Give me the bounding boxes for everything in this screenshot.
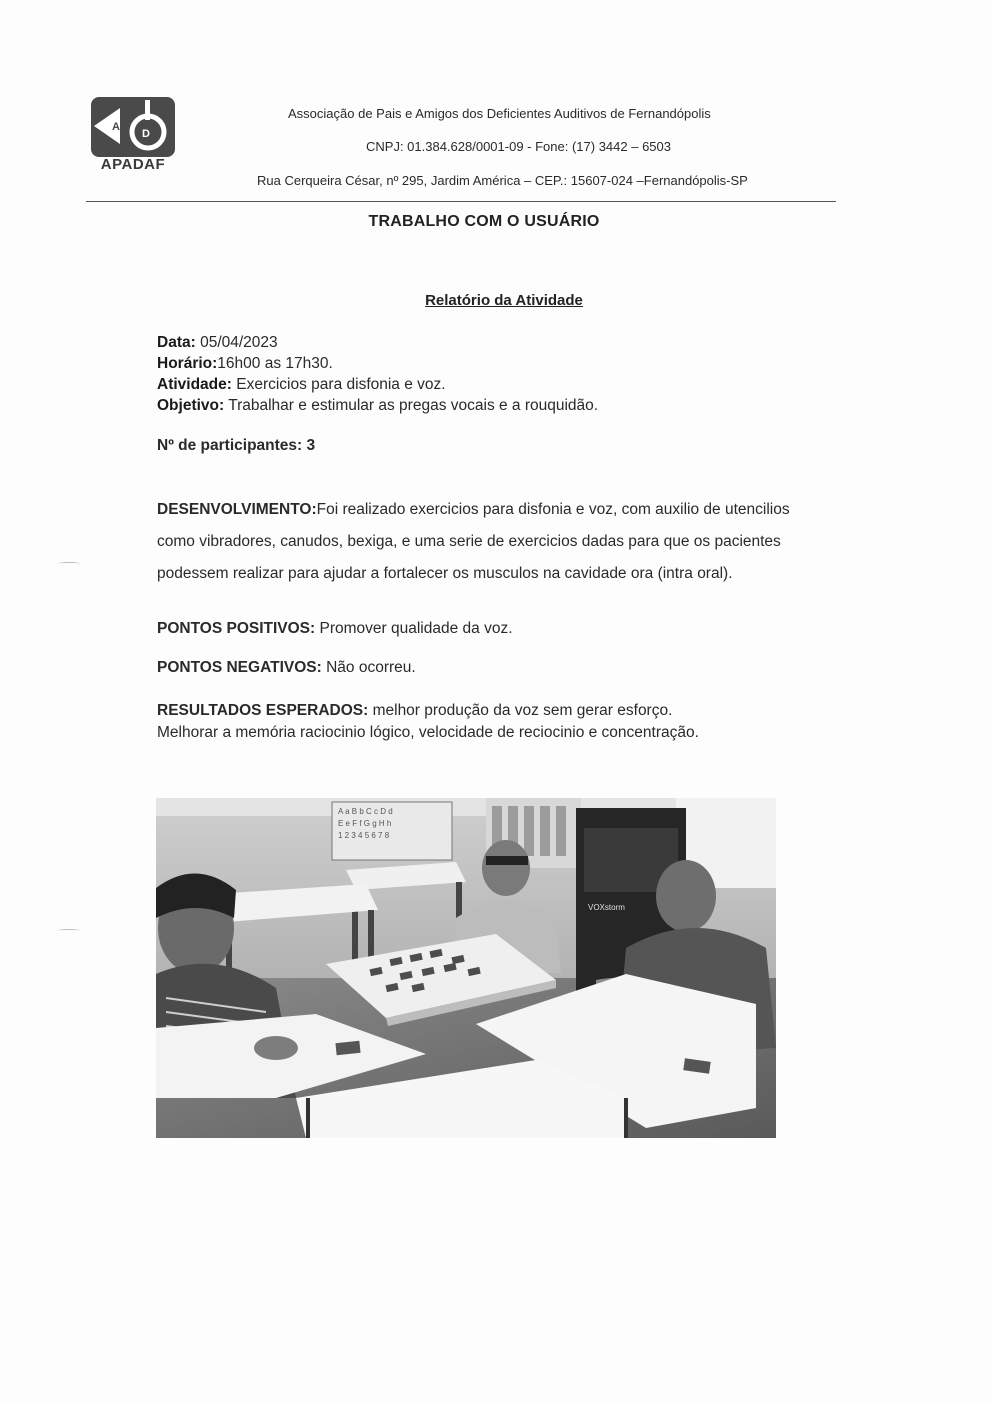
svg-text:A a B b C c D d: A a B b C c D d [338, 807, 393, 816]
development-line-2: como vibradores, canudos, bexiga, e uma serie de exercicios dadas para que os pacientes [157, 533, 781, 550]
participants-count: Nº de participantes: 3 [157, 437, 316, 454]
svg-text:E e F f G g H h: E e F f G g H h [338, 819, 392, 828]
activity-value: Exercicios para disfonia e voz. [231, 376, 446, 393]
apadaf-logo-mark [90, 96, 176, 158]
time-value: 16h00 as 17h30. [217, 355, 333, 372]
date-value: 05/04/2023 [195, 334, 278, 351]
results-line-1 [157, 700, 902, 722]
positives-label: PONTOS POSITIVOS: [157, 620, 316, 637]
negatives-section [157, 659, 902, 677]
document-title: TRABALHO COM O USUÁRIO [368, 213, 600, 230]
results-line-2: Melhorar a memória raciocinio lógico, velocidade de reciocinio e concentração. [157, 724, 699, 741]
positives-section [157, 620, 902, 638]
header-divider [86, 201, 836, 202]
time-label: Horário: [157, 355, 218, 372]
scan-punch-mark [58, 562, 80, 565]
date-row [157, 332, 598, 353]
objective-value: Trabalhar e estimular as pregas vocais e a rouquidão. [224, 397, 599, 414]
positives-value: Promover qualidade da voz. [315, 620, 513, 637]
activity-row [157, 374, 598, 395]
development-line-1: DESENVOLVIMENTO:Foi realizado exercicios para disfonia e voz, com auxilio de utencilios [157, 501, 790, 518]
svg-text:A: A [112, 121, 120, 133]
organization-name: Associação de Pais e Amigos dos Deficientes Auditivos de Fernandópolis [288, 106, 711, 121]
development-label: DESENVOLVIMENTO: [157, 501, 317, 518]
activity-photo-illustration [156, 798, 776, 1138]
activity-photo [156, 798, 776, 1138]
apadaf-logo [88, 96, 178, 178]
time-row [157, 353, 598, 374]
logo-text: APADAF [100, 156, 166, 173]
results-section [157, 700, 902, 744]
results-value: melhor produção da voz sem gerar esforço. [368, 702, 673, 719]
development-section [157, 494, 902, 590]
report-title: Relatório da Atividade [425, 292, 583, 309]
negatives-value: Não ocorreu. [321, 659, 416, 676]
scan-punch-mark [58, 929, 80, 932]
svg-text:1 2 3 4 5 6 7 8: 1 2 3 4 5 6 7 8 [338, 831, 390, 840]
date-label: Data: [157, 334, 196, 351]
objective-row [157, 395, 598, 416]
speaker-brand: VOXstorm [588, 903, 625, 912]
cnpj-phone: CNPJ: 01.384.628/0001-09 - Fone: (17) 3442 – 6503 [366, 139, 671, 154]
activity-label: Atividade: [157, 376, 232, 393]
results-label: RESULTADOS ESPERADOS: [157, 702, 369, 719]
svg-text:D: D [142, 128, 150, 140]
organization-address: Rua Cerqueira César, nº 295, Jardim América – CEP.: 15607-024 –Fernandópolis-SP [257, 173, 748, 188]
activity-info [157, 332, 598, 416]
development-line-3: podessem realizar para ajudar a fortalecer os musculos na cavidade ora (intra oral). [157, 565, 733, 582]
objective-label: Objetivo: [157, 397, 225, 414]
negatives-label: PONTOS NEGATIVOS: [157, 659, 322, 676]
